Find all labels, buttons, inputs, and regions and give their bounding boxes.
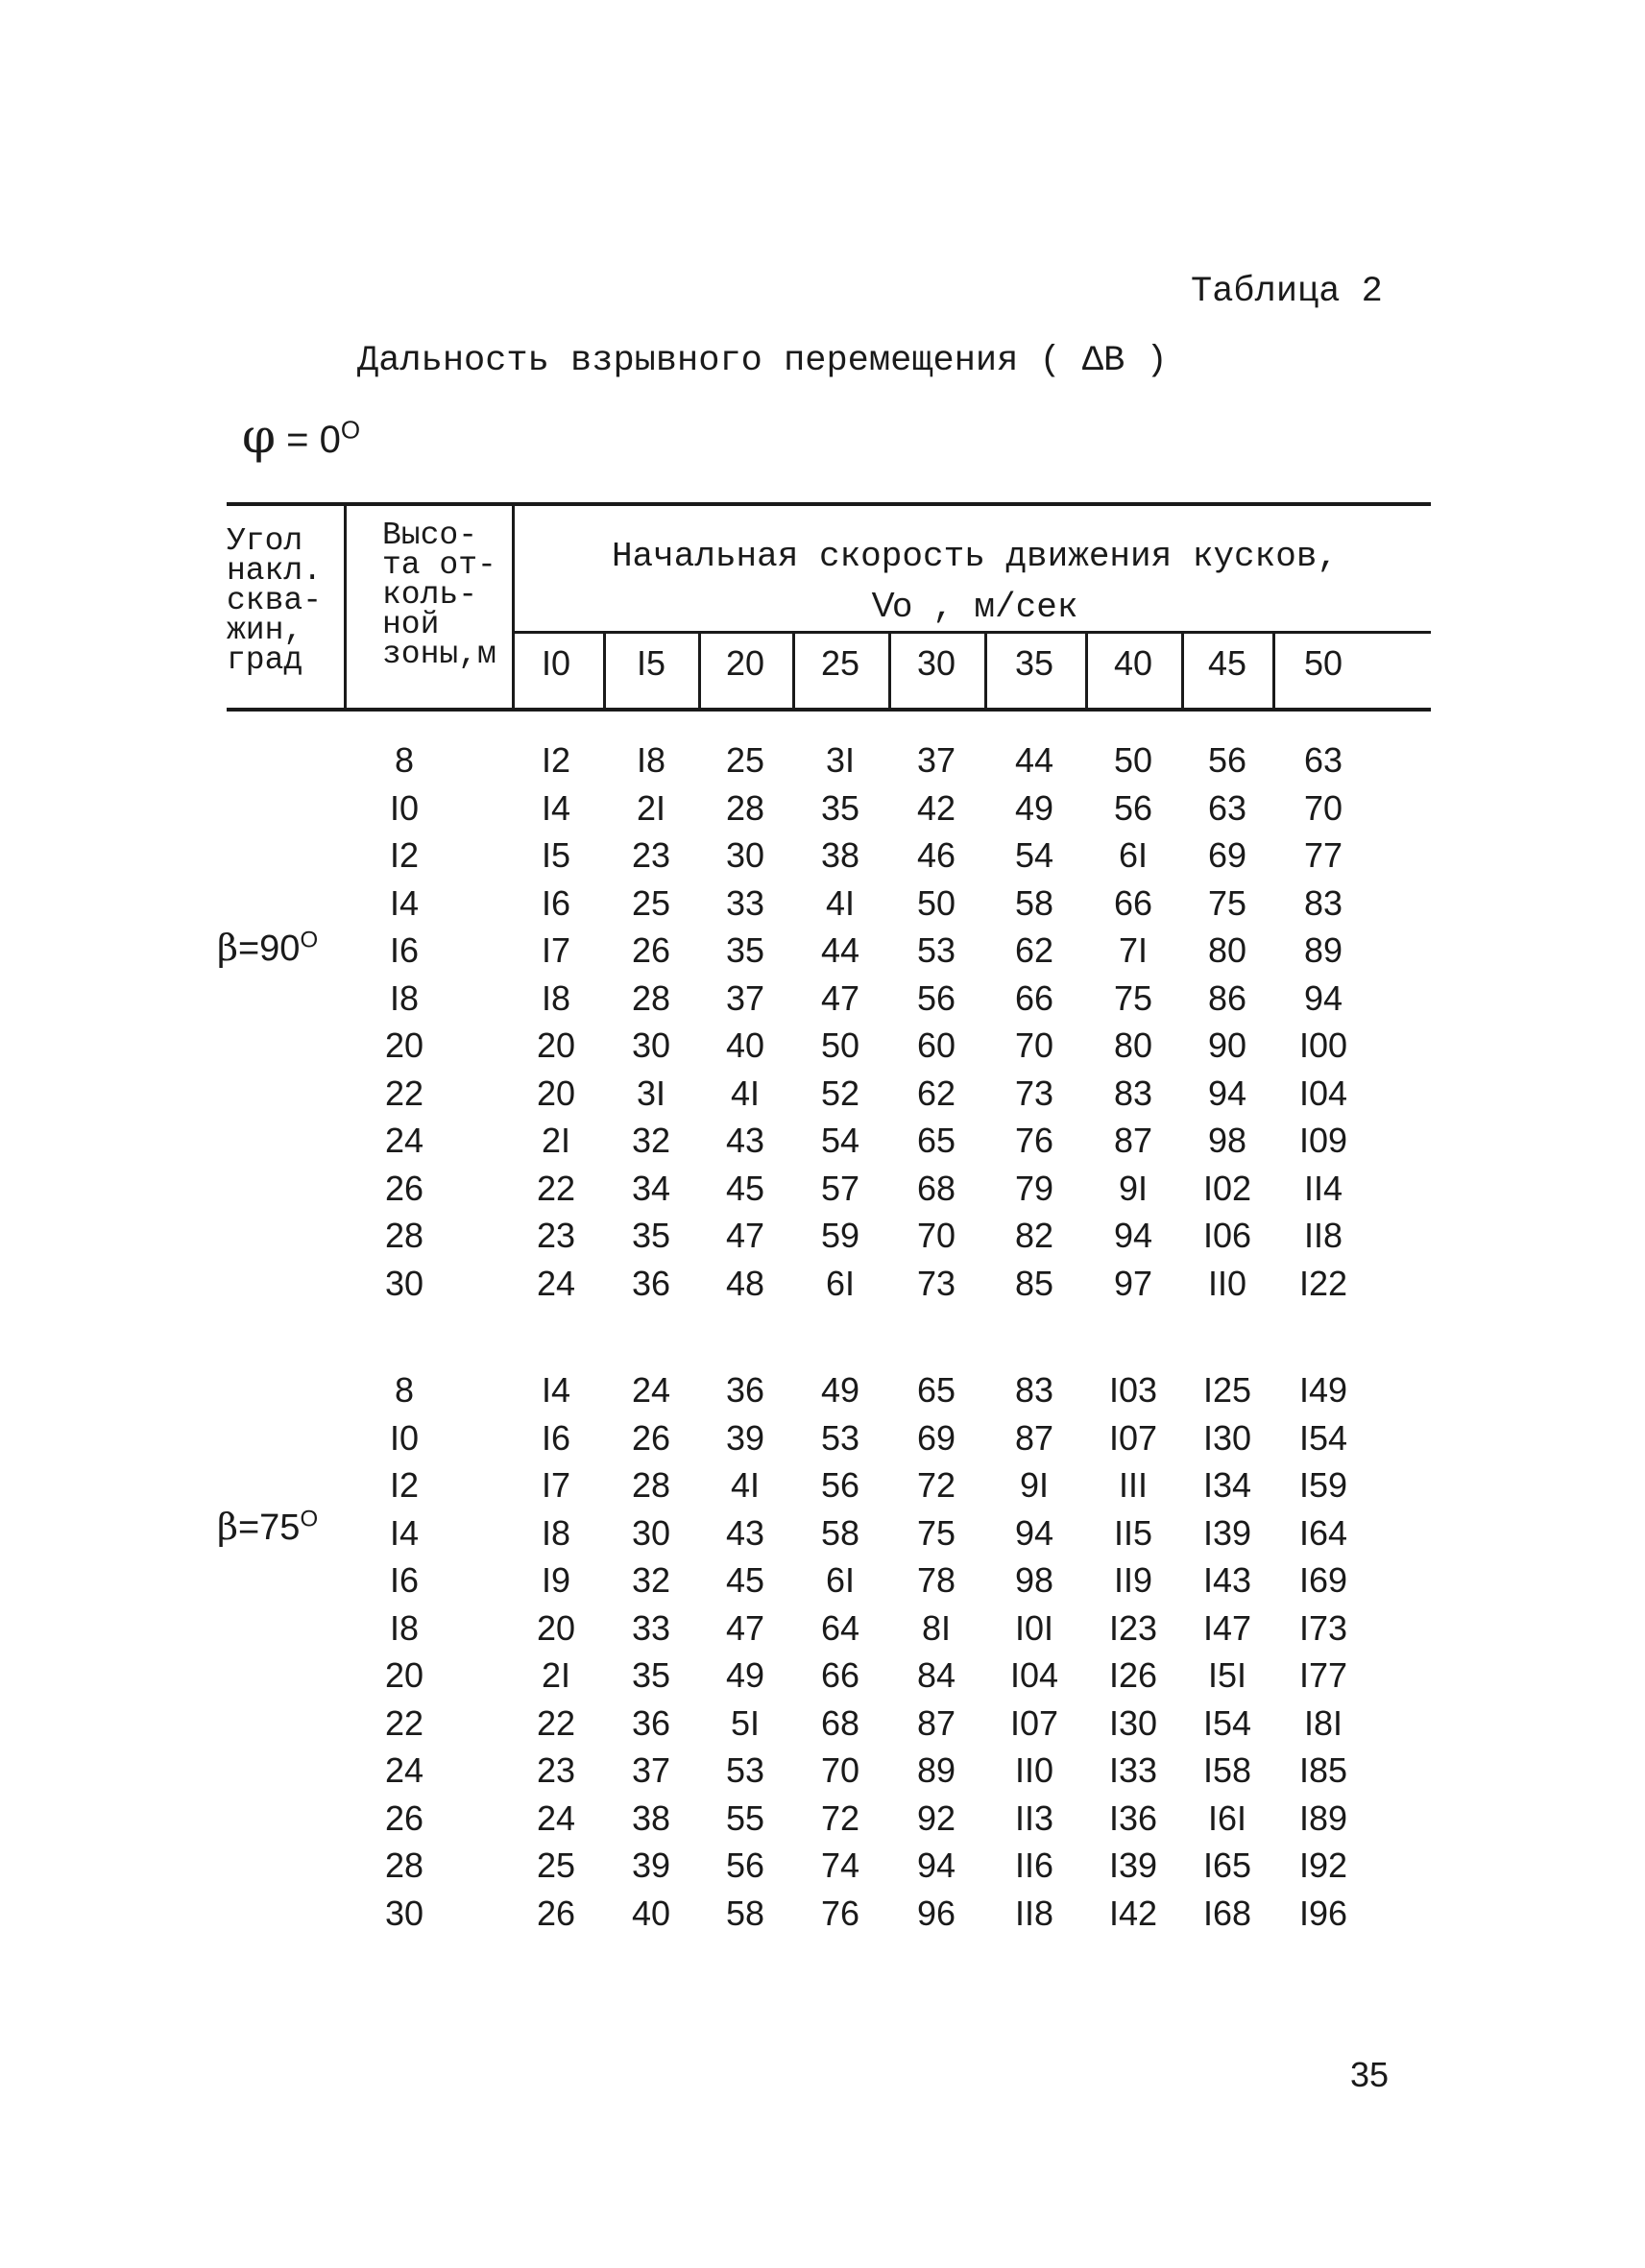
velocity-header: 35 <box>1014 643 1054 683</box>
value-cell: 49 <box>1014 788 1054 828</box>
beta-symbol: β <box>217 1506 238 1548</box>
velocity-header: I5 <box>636 643 666 683</box>
value-cell: 47 <box>725 1608 765 1648</box>
value-cell: 4I <box>730 1465 761 1505</box>
height-cell: I8 <box>389 1608 420 1648</box>
value-cell: 37 <box>631 1750 671 1790</box>
value-cell: 30 <box>631 1513 671 1553</box>
speed-unit: , м/сек <box>911 588 1078 627</box>
beta-degree: O <box>300 1506 319 1532</box>
value-cell: 30 <box>631 1025 671 1065</box>
value-cell: 70 <box>1014 1025 1054 1065</box>
value-cell: I30 <box>1108 1703 1158 1743</box>
value-cell: 46 <box>916 835 956 875</box>
value-cell: 32 <box>631 1121 671 1160</box>
value-cell: 33 <box>725 883 765 923</box>
value-cell: 40 <box>631 1894 671 1933</box>
value-cell: I6 <box>541 1418 571 1458</box>
value-cell: 26 <box>631 1418 671 1458</box>
value-cell: 80 <box>1113 1025 1153 1065</box>
value-cell: 2I <box>636 788 666 828</box>
height-cell: 8 <box>394 1370 415 1410</box>
value-cell: 43 <box>725 1121 765 1160</box>
height-cell: 28 <box>384 1216 424 1255</box>
phi-eq: = 0 <box>276 419 341 461</box>
height-cell: 24 <box>384 1121 424 1160</box>
value-cell: 57 <box>820 1169 860 1208</box>
value-cell: I54 <box>1298 1418 1348 1458</box>
value-cell: 43 <box>725 1513 765 1553</box>
value-cell: I30 <box>1202 1418 1252 1458</box>
value-cell: 50 <box>820 1025 860 1065</box>
value-cell: 73 <box>1014 1074 1054 1113</box>
value-cell: I04 <box>1009 1655 1059 1695</box>
value-cell: 65 <box>916 1370 956 1410</box>
value-cell: 56 <box>1113 788 1153 828</box>
value-cell: 89 <box>1303 930 1343 970</box>
value-cell: 83 <box>1113 1074 1153 1113</box>
value-cell: 55 <box>725 1798 765 1838</box>
value-cell: I69 <box>1298 1560 1348 1600</box>
value-cell: 42 <box>916 788 956 828</box>
height-cell: 30 <box>384 1264 424 1303</box>
value-cell: 84 <box>916 1655 956 1695</box>
value-cell: I04 <box>1298 1074 1348 1113</box>
value-cell: 70 <box>820 1750 860 1790</box>
value-cell: 98 <box>1207 1121 1247 1160</box>
height-cell: I2 <box>389 1465 420 1505</box>
value-cell: II4 <box>1303 1169 1343 1208</box>
value-cell: 34 <box>631 1169 671 1208</box>
value-cell: 75 <box>1207 883 1247 923</box>
value-cell: I23 <box>1108 1608 1158 1648</box>
value-cell: I42 <box>1108 1894 1158 1933</box>
value-cell: 6I <box>825 1264 856 1303</box>
value-cell: 96 <box>916 1894 956 1933</box>
value-cell: I02 <box>1202 1169 1252 1208</box>
value-cell: 83 <box>1303 883 1343 923</box>
vdiv-5 <box>984 634 987 708</box>
value-cell: 22 <box>536 1703 576 1743</box>
value-cell: I59 <box>1298 1465 1348 1505</box>
value-cell: 50 <box>916 883 956 923</box>
value-cell: 76 <box>1014 1121 1054 1160</box>
value-cell: 66 <box>1113 883 1153 923</box>
header-speed-unit-line <box>519 581 1431 632</box>
value-cell: 9I <box>1019 1465 1050 1505</box>
value-cell: 58 <box>725 1894 765 1933</box>
value-cell: 75 <box>916 1513 956 1553</box>
value-cell: II8 <box>1014 1894 1054 1933</box>
beta-symbol: β <box>217 927 238 969</box>
value-cell: 38 <box>820 835 860 875</box>
value-cell: 54 <box>1014 835 1054 875</box>
height-cell: 26 <box>384 1798 424 1838</box>
value-cell: 3I <box>825 740 856 780</box>
value-cell: I8I <box>1303 1703 1343 1743</box>
value-cell: 24 <box>536 1798 576 1838</box>
value-cell: 54 <box>820 1121 860 1160</box>
value-cell: I03 <box>1108 1370 1158 1410</box>
header-speed-title: Начальная скорость движения кусков, <box>611 537 1339 576</box>
value-cell: 53 <box>725 1750 765 1790</box>
value-cell: I07 <box>1108 1418 1158 1458</box>
value-cell: 62 <box>1014 930 1054 970</box>
value-cell: 82 <box>1014 1216 1054 1255</box>
value-cell: 23 <box>631 835 671 875</box>
value-cell: 39 <box>631 1846 671 1885</box>
value-cell: 85 <box>1014 1264 1054 1303</box>
value-cell: 20 <box>536 1608 576 1648</box>
value-cell: 58 <box>1014 883 1054 923</box>
value-cell: I43 <box>1202 1560 1252 1600</box>
page-number: 35 <box>1349 2055 1389 2094</box>
value-cell: I4 <box>541 1370 571 1410</box>
value-cell: I0I <box>1014 1608 1054 1648</box>
value-cell: 23 <box>536 1216 576 1255</box>
value-cell: I34 <box>1202 1465 1252 1505</box>
velocity-header: 45 <box>1207 643 1247 683</box>
value-cell: 26 <box>536 1894 576 1933</box>
value-cell: I77 <box>1298 1655 1348 1695</box>
header-angle: Угол накл. сква- жин, град <box>227 523 323 678</box>
value-cell: 40 <box>725 1025 765 1065</box>
value-cell: 94 <box>1207 1074 1247 1113</box>
value-cell: 63 <box>1207 788 1247 828</box>
value-cell: 30 <box>725 835 765 875</box>
beta-label-75 <box>217 1506 318 1549</box>
value-cell: 24 <box>631 1370 671 1410</box>
value-cell: I09 <box>1298 1121 1348 1160</box>
speed-symbol: Vo <box>871 585 912 624</box>
value-cell: 47 <box>725 1216 765 1255</box>
value-cell: 25 <box>536 1846 576 1885</box>
height-cell: I4 <box>389 883 420 923</box>
value-cell: 45 <box>725 1169 765 1208</box>
beta-degree: O <box>300 927 319 953</box>
value-cell: 53 <box>820 1418 860 1458</box>
value-cell: 59 <box>820 1216 860 1255</box>
value-cell: 74 <box>820 1846 860 1885</box>
height-cell: I8 <box>389 978 420 1018</box>
value-cell: 97 <box>1113 1264 1153 1303</box>
value-cell: II3 <box>1014 1798 1054 1838</box>
height-cell: 22 <box>384 1703 424 1743</box>
value-cell: 36 <box>631 1703 671 1743</box>
value-cell: 33 <box>631 1608 671 1648</box>
velocity-header: 25 <box>820 643 860 683</box>
value-cell: 83 <box>1014 1370 1054 1410</box>
value-cell: 58 <box>820 1513 860 1553</box>
value-cell: 94 <box>1303 978 1343 1018</box>
value-cell: II5 <box>1113 1513 1153 1553</box>
value-cell: 76 <box>820 1894 860 1933</box>
value-cell: 5I <box>730 1703 761 1743</box>
value-cell: I39 <box>1202 1513 1252 1553</box>
value-cell: I5 <box>541 835 571 875</box>
value-cell: 2I <box>541 1655 571 1695</box>
header-initial-speed <box>519 533 1431 632</box>
value-cell: I65 <box>1202 1846 1252 1885</box>
value-cell: I8 <box>541 978 571 1018</box>
value-cell: 35 <box>725 930 765 970</box>
table-title: Дальность взрывного перемещения ( ΔB ) <box>357 341 1168 381</box>
velocity-header: 50 <box>1303 643 1343 683</box>
value-cell: 35 <box>631 1655 671 1695</box>
value-cell: 20 <box>536 1074 576 1113</box>
value-cell: I8 <box>636 740 666 780</box>
value-cell: 36 <box>631 1264 671 1303</box>
height-cell: I6 <box>389 930 420 970</box>
value-cell: 66 <box>1014 978 1054 1018</box>
value-cell: I2 <box>541 740 571 780</box>
velocity-header: 40 <box>1113 643 1153 683</box>
col1-divider <box>344 506 347 708</box>
value-cell: 39 <box>725 1418 765 1458</box>
value-cell: 87 <box>916 1703 956 1743</box>
value-cell: I9 <box>541 1560 571 1600</box>
value-cell: 80 <box>1207 930 1247 970</box>
value-cell: 56 <box>725 1846 765 1885</box>
value-cell: 65 <box>916 1121 956 1160</box>
value-cell: 4I <box>730 1074 761 1113</box>
value-cell: 86 <box>1207 978 1247 1018</box>
value-cell: 28 <box>725 788 765 828</box>
value-cell: I85 <box>1298 1750 1348 1790</box>
value-cell: 35 <box>631 1216 671 1255</box>
value-cell: 8I <box>921 1608 952 1648</box>
header-height: Высо- та от- коль- ной зоны,м <box>382 518 496 672</box>
value-cell: 26 <box>631 930 671 970</box>
value-cell: I00 <box>1298 1025 1348 1065</box>
value-cell: 56 <box>916 978 956 1018</box>
value-cell: 6I <box>1118 835 1149 875</box>
value-cell: 6I <box>825 1560 856 1600</box>
value-cell: 73 <box>916 1264 956 1303</box>
value-cell: I7 <box>541 1465 571 1505</box>
value-cell: 75 <box>1113 978 1153 1018</box>
value-cell: 72 <box>916 1465 956 1505</box>
value-cell: 79 <box>1014 1169 1054 1208</box>
phi-degree: O <box>340 415 361 445</box>
value-cell: I7 <box>541 930 571 970</box>
value-cell: 49 <box>725 1655 765 1695</box>
value-cell: 69 <box>1207 835 1247 875</box>
height-cell: 22 <box>384 1074 424 1113</box>
value-cell: I5I <box>1207 1655 1247 1695</box>
value-cell: 3I <box>636 1074 666 1113</box>
value-cell: 70 <box>1303 788 1343 828</box>
value-cell: 63 <box>1303 740 1343 780</box>
value-cell: 37 <box>916 740 956 780</box>
value-cell: 69 <box>916 1418 956 1458</box>
value-cell: 94 <box>1113 1216 1153 1255</box>
value-cell: I73 <box>1298 1608 1348 1648</box>
height-cell: I2 <box>389 835 420 875</box>
value-cell: II6 <box>1014 1846 1054 1885</box>
value-cell: 35 <box>820 788 860 828</box>
velocity-header: I0 <box>541 643 571 683</box>
value-cell: 28 <box>631 978 671 1018</box>
value-cell: 48 <box>725 1264 765 1303</box>
beta-label-90 <box>217 927 318 970</box>
height-cell: 20 <box>384 1025 424 1065</box>
value-cell: 56 <box>820 1465 860 1505</box>
value-cell: 62 <box>916 1074 956 1113</box>
value-cell: II8 <box>1303 1216 1343 1255</box>
value-cell: 53 <box>916 930 956 970</box>
value-cell: 64 <box>820 1608 860 1648</box>
value-cell: I96 <box>1298 1894 1348 1933</box>
value-cell: I8 <box>541 1513 571 1553</box>
value-cell: 78 <box>916 1560 956 1600</box>
value-cell: 49 <box>820 1370 860 1410</box>
value-cell: 94 <box>916 1846 956 1885</box>
height-cell: I6 <box>389 1560 420 1600</box>
height-cell: 24 <box>384 1750 424 1790</box>
value-cell: 25 <box>631 883 671 923</box>
value-cell: 20 <box>536 1025 576 1065</box>
value-cell: I6I <box>1207 1798 1247 1838</box>
value-cell: I4 <box>541 788 571 828</box>
value-cell: 45 <box>725 1560 765 1600</box>
value-cell: I26 <box>1108 1655 1158 1695</box>
value-cell: 66 <box>820 1655 860 1695</box>
value-cell: II9 <box>1113 1560 1153 1600</box>
value-cell: 23 <box>536 1750 576 1790</box>
value-cell: I47 <box>1202 1608 1252 1648</box>
value-cell: 68 <box>916 1169 956 1208</box>
value-cell: I39 <box>1108 1846 1158 1885</box>
value-cell: 87 <box>1014 1418 1054 1458</box>
value-cell: 77 <box>1303 835 1343 875</box>
value-cell: I33 <box>1108 1750 1158 1790</box>
value-cell: 28 <box>631 1465 671 1505</box>
value-cell: 9I <box>1118 1169 1149 1208</box>
value-cell: I22 <box>1298 1264 1348 1303</box>
value-cell: 90 <box>1207 1025 1247 1065</box>
value-cell: 70 <box>916 1216 956 1255</box>
header-bottom-rule <box>227 708 1431 712</box>
velocity-header: 20 <box>725 643 765 683</box>
height-cell: I0 <box>389 1418 420 1458</box>
height-cell: 28 <box>384 1846 424 1885</box>
value-cell: 56 <box>1207 740 1247 780</box>
value-cell: I6 <box>541 883 571 923</box>
table-top-rule <box>227 502 1431 506</box>
value-cell: I25 <box>1202 1370 1252 1410</box>
value-cell: 89 <box>916 1750 956 1790</box>
phi-symbol: φ <box>242 408 277 464</box>
value-cell: 25 <box>725 740 765 780</box>
value-cell: I68 <box>1202 1894 1252 1933</box>
value-cell: 68 <box>820 1703 860 1743</box>
height-cell: I4 <box>389 1513 420 1553</box>
beta-eq: =75 <box>237 1508 301 1548</box>
value-cell: 4I <box>825 883 856 923</box>
value-cell: I64 <box>1298 1513 1348 1553</box>
value-cell: 98 <box>1014 1560 1054 1600</box>
value-cell: 38 <box>631 1798 671 1838</box>
value-cell: 24 <box>536 1264 576 1303</box>
value-cell: 22 <box>536 1169 576 1208</box>
value-cell: 60 <box>916 1025 956 1065</box>
value-cell: I06 <box>1202 1216 1252 1255</box>
value-cell: 47 <box>820 978 860 1018</box>
value-cell: 44 <box>820 930 860 970</box>
value-cell: II0 <box>1207 1264 1247 1303</box>
value-cell: 50 <box>1113 740 1153 780</box>
height-cell: 20 <box>384 1655 424 1695</box>
value-cell: 72 <box>820 1798 860 1838</box>
height-cell: 30 <box>384 1894 424 1933</box>
value-cell: 7I <box>1118 930 1149 970</box>
table-label: Таблица 2 <box>1191 272 1383 312</box>
height-cell: 26 <box>384 1169 424 1208</box>
beta-eq: =90 <box>237 929 301 969</box>
value-cell: 2I <box>541 1121 571 1160</box>
value-cell: 87 <box>1113 1121 1153 1160</box>
value-cell: 52 <box>820 1074 860 1113</box>
value-cell: I49 <box>1298 1370 1348 1410</box>
value-cell: I92 <box>1298 1846 1348 1885</box>
value-cell: 32 <box>631 1560 671 1600</box>
value-cell: 36 <box>725 1370 765 1410</box>
value-cell: I89 <box>1298 1798 1348 1838</box>
value-cell: I54 <box>1202 1703 1252 1743</box>
value-cell: III <box>1118 1465 1148 1505</box>
value-cell: II0 <box>1014 1750 1054 1790</box>
value-cell: I36 <box>1108 1798 1158 1838</box>
value-cell: 94 <box>1014 1513 1054 1553</box>
height-cell: I0 <box>389 788 420 828</box>
value-cell: 37 <box>725 978 765 1018</box>
value-cell: 92 <box>916 1798 956 1838</box>
value-cell: 44 <box>1014 740 1054 780</box>
height-cell: 8 <box>394 740 415 780</box>
value-cell: I07 <box>1009 1703 1059 1743</box>
velocity-header: 30 <box>916 643 956 683</box>
value-cell: I58 <box>1202 1750 1252 1790</box>
phi-label <box>242 408 360 464</box>
